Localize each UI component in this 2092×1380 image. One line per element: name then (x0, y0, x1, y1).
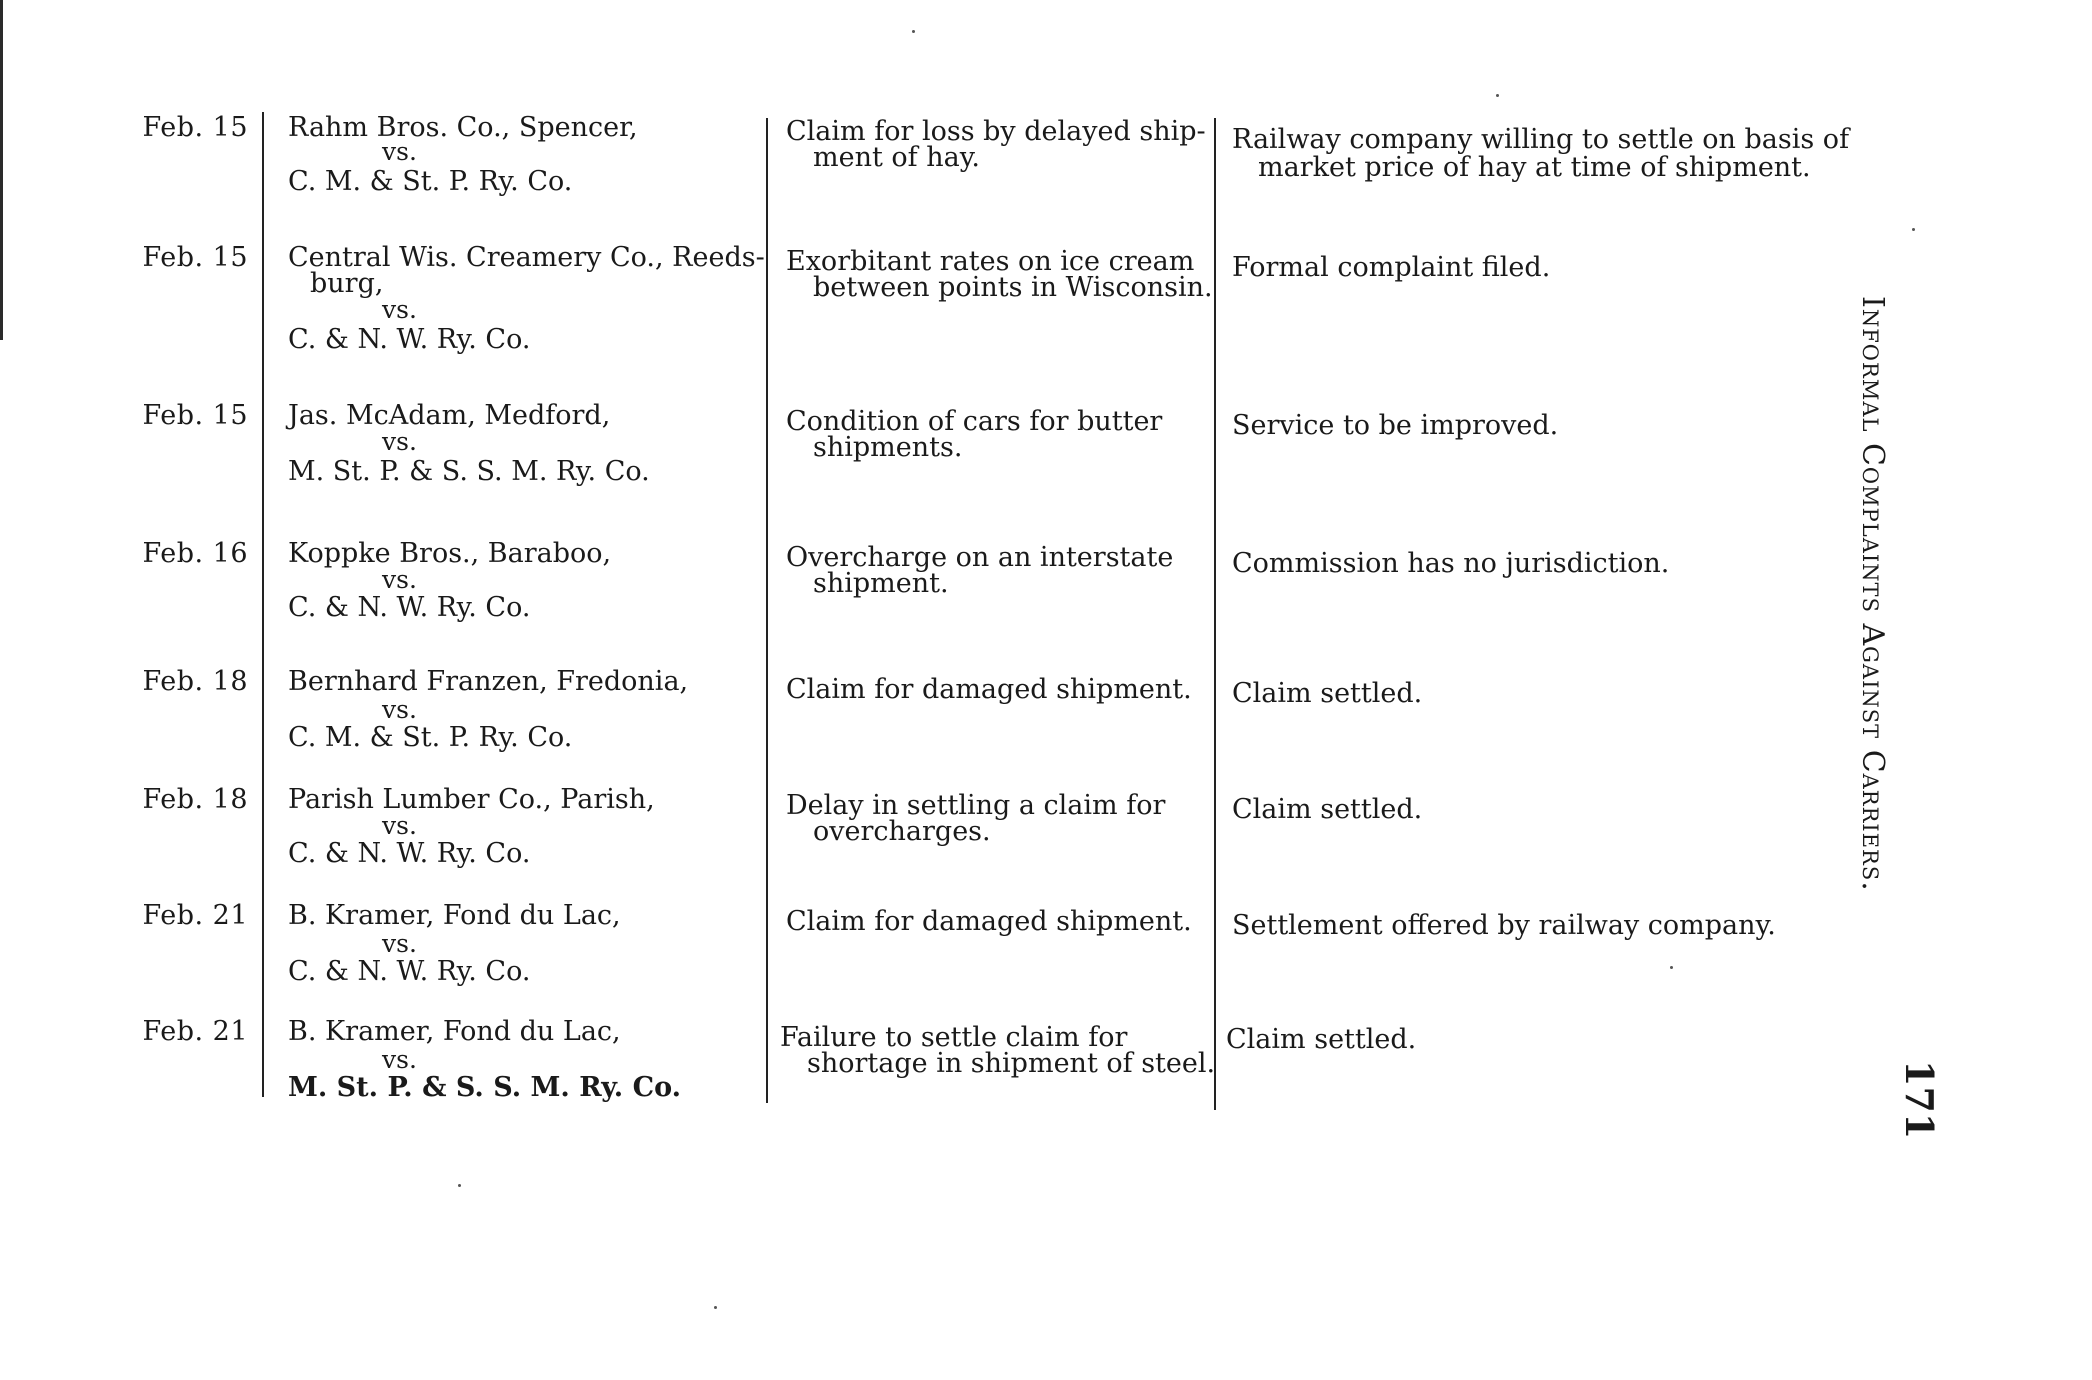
disposition-line-1: Service to be improved. (1232, 410, 1559, 441)
nature-line-2: ment of hay. (813, 142, 980, 173)
versus-label: vs. (382, 695, 417, 724)
disposition-line-1: Claim settled. (1232, 794, 1423, 825)
respondent: C. & N. W. Ry. Co. (288, 324, 531, 355)
scan-speck (458, 1184, 461, 1187)
nature-line-1: Condition of cars for butter (786, 406, 1163, 437)
versus-label: vs. (382, 811, 417, 840)
date-cell: Feb. 15 (142, 400, 248, 431)
scan-speck (912, 30, 915, 33)
scan-speck (1670, 966, 1673, 969)
complainant: Rahm Bros. Co., Spencer, (288, 112, 638, 143)
nature-line-1: Claim for loss by delayed ship- (786, 116, 1206, 147)
versus-label: vs. (382, 295, 417, 324)
nature-line-2: overcharges. (813, 816, 991, 847)
complainant: B. Kramer, Fond du Lac, (288, 1016, 621, 1047)
column-rule-3 (1214, 118, 1216, 1110)
nature-line-2: shipment. (813, 568, 949, 599)
column-rule-2 (766, 118, 768, 1103)
date-cell: Feb. 15 (142, 242, 248, 273)
respondent: C. M. & St. P. Ry. Co. (288, 722, 573, 753)
date-cell: Feb. 15 (142, 112, 248, 143)
date-cell: Feb. 18 (142, 666, 248, 697)
date-cell: Feb. 16 (142, 538, 248, 569)
nature-line-1: Delay in settling a claim for (786, 790, 1166, 821)
versus-label: vs. (382, 1045, 417, 1074)
nature-line-1: Exorbitant rates on ice cream (786, 246, 1195, 277)
running-head: Informal Complaints Against Carriers. (1855, 296, 1890, 892)
disposition-line-1: Formal complaint filed. (1232, 252, 1551, 283)
complainant: Parish Lumber Co., Parish, (288, 784, 655, 815)
disposition-line-1: Claim settled. (1232, 678, 1423, 709)
complainant-continuation: burg, (310, 268, 384, 299)
complainant: Jas. McAdam, Medford, (288, 400, 611, 431)
respondent: C. & N. W. Ry. Co. (288, 592, 531, 623)
column-rule-1 (262, 112, 264, 1097)
nature-line-1: Overcharge on an interstate (786, 542, 1174, 573)
scan-speck (1912, 228, 1915, 231)
nature-line-2: between points in Wisconsin. (813, 272, 1213, 303)
date-cell: Feb. 21 (142, 900, 248, 931)
versus-label: vs. (382, 427, 417, 456)
nature-line-1: Failure to settle claim for (780, 1022, 1128, 1053)
scan-speck (714, 1306, 717, 1309)
disposition-line-1: Settlement offered by railway company. (1232, 910, 1776, 941)
disposition-line-1: Claim settled. (1226, 1024, 1417, 1055)
nature-line-1: Claim for damaged shipment. (786, 674, 1192, 705)
nature-line-2: shortage in shipment of steel. (807, 1048, 1216, 1079)
disposition-line-1: Commission has no jurisdiction. (1232, 548, 1670, 579)
nature-line-2: shipments. (813, 432, 963, 463)
nature-line-1: Claim for damaged shipment. (786, 906, 1192, 937)
disposition-line-1: Railway company willing to settle on basis of (1232, 124, 1850, 155)
complainant: Central Wis. Creamery Co., Reeds- (288, 242, 765, 273)
scan-speck (1496, 94, 1499, 97)
versus-label: vs. (382, 929, 417, 958)
respondent: M. St. P. & S. S. M. Ry. Co. (288, 456, 650, 487)
complainant: Bernhard Franzen, Fredonia, (288, 666, 689, 697)
page-number: 171 (1897, 1060, 1942, 1140)
respondent: C. & N. W. Ry. Co. (288, 956, 531, 987)
date-cell: Feb. 21 (142, 1016, 248, 1047)
disposition-line-2: market price of hay at time of shipment. (1258, 152, 1811, 183)
respondent: C. & N. W. Ry. Co. (288, 838, 531, 869)
respondent: M. St. P. & S. S. M. Ry. Co. (288, 1072, 682, 1103)
complainant: Koppke Bros., Baraboo, (288, 538, 612, 569)
complainant: B. Kramer, Fond du Lac, (288, 900, 621, 931)
versus-label: vs. (382, 565, 417, 594)
respondent: C. M. & St. P. Ry. Co. (288, 166, 573, 197)
versus-label: vs. (382, 137, 417, 166)
date-cell: Feb. 18 (142, 784, 248, 815)
